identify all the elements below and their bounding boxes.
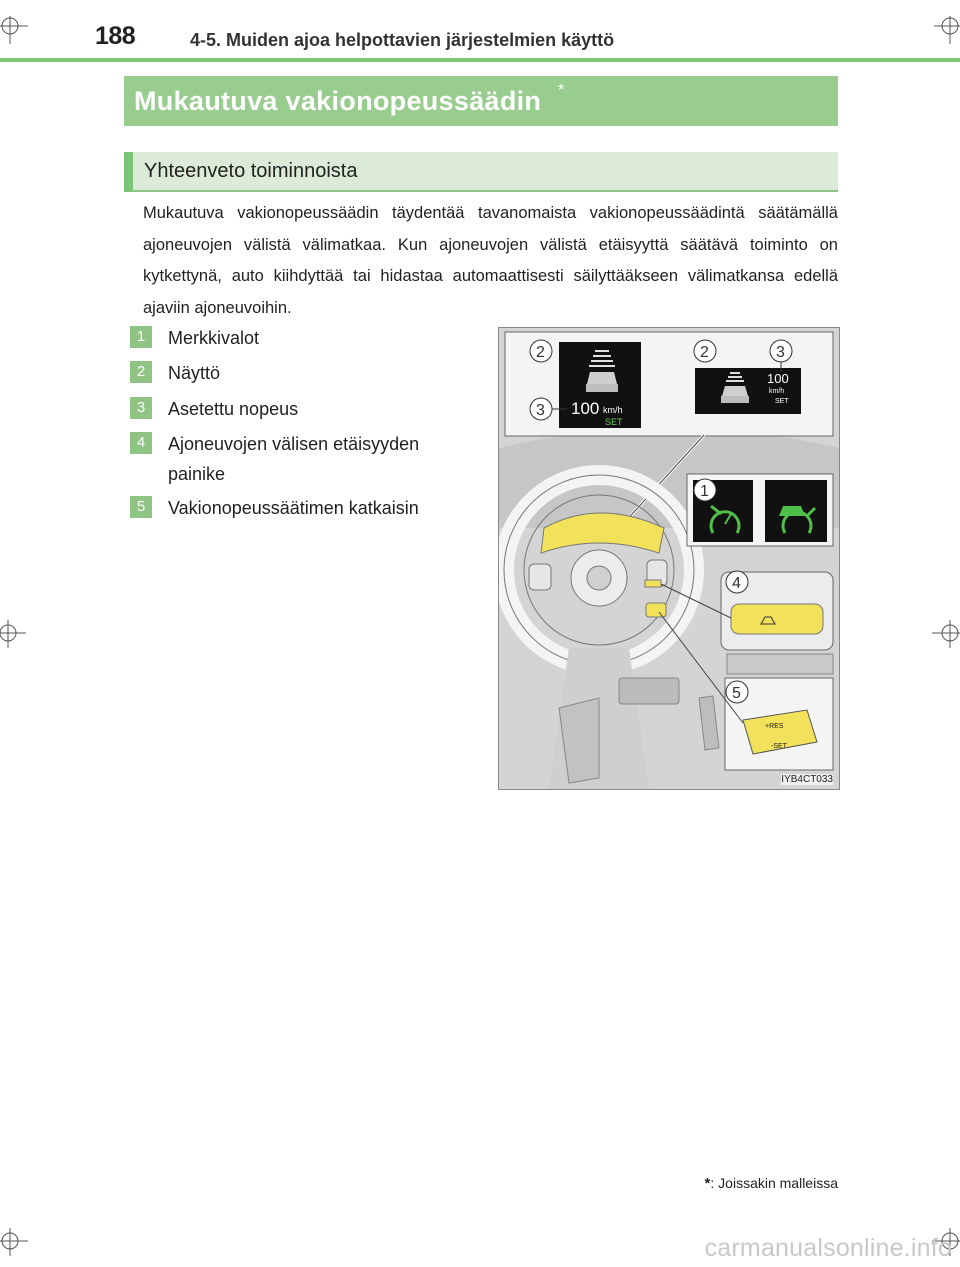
watermark: carmanualsonline.info — [704, 1234, 952, 1262]
callout-3a: 3 — [776, 344, 785, 361]
item-label: Ajoneuvojen välisen etäisyyden painike — [168, 434, 420, 484]
figure-code: IYB4CT033 — [781, 774, 833, 785]
callout-1: 1 — [700, 483, 709, 500]
item-number: 2 — [130, 361, 152, 383]
distance-button-highlight — [645, 580, 661, 587]
lever-set-label: -SET — [771, 743, 787, 750]
subtitle: Yhteenveto toiminnoista — [144, 160, 358, 182]
callout-5: 5 — [732, 685, 741, 702]
callout-3b: 3 — [536, 402, 545, 419]
callout-4: 4 — [732, 575, 741, 592]
item-label: Näyttö — [168, 363, 221, 383]
item-number: 5 — [130, 496, 152, 518]
callout-2b: 2 — [700, 344, 709, 361]
section-heading: 4-5. Muiden ajoa helpottavien järjestelmien käyttö — [190, 30, 615, 50]
crop-mark-bottom-left — [0, 1226, 30, 1256]
item-number: 1 — [130, 326, 152, 348]
display-right-unit: km/h — [769, 388, 785, 395]
lever-highlight — [646, 603, 666, 617]
page-title: Mukautuva vakionopeussäädin — [134, 86, 542, 116]
crop-mark-mid-right — [930, 620, 960, 650]
display-right-set: SET — [775, 398, 789, 405]
footnote-text: : Joissakin malleissa — [710, 1175, 838, 1191]
page-number: 188 — [95, 22, 136, 50]
footnote-asterisk: * — [704, 1175, 711, 1192]
crop-mark-top-right — [934, 16, 960, 46]
display-right-speed: 100 — [767, 371, 789, 386]
footnote — [705, 1175, 838, 1192]
subtitle-bar — [124, 152, 133, 192]
item-label: Vakionopeussäätimen katkaisin — [168, 498, 419, 518]
item-label: Asetettu nopeus — [168, 399, 299, 419]
display-left-set: SET — [605, 417, 623, 427]
item-number: 3 — [130, 397, 152, 419]
crop-mark-mid-left — [0, 620, 30, 650]
display-left-unit: km/h — [603, 405, 623, 415]
display-left-speed: 100 — [571, 399, 600, 418]
title-asterisk: * — [558, 82, 565, 99]
item-number: 4 — [130, 432, 152, 454]
subtitle-band — [124, 152, 838, 192]
header-rule — [0, 58, 960, 62]
distance-button — [731, 604, 823, 634]
callout-2a: 2 — [536, 344, 545, 361]
lever-res-label: +RES — [765, 723, 784, 730]
item-label: Merkkivalot — [168, 328, 260, 348]
intro-paragraph: Mukautuva vakionopeussäädin täydentää tavanomaista vakionopeussäädintä säätämällä ajoneuvojen välistä välimatkaa. Kun ajoneuvojen välistä etäisyyttä säätävä toiminto on kytkettynä, auto kiihdyttää tai hidastaa automaattisesti säilyttääkseen välimatkansa edellä ajaviin ajoneuvoihin. — [143, 204, 838, 317]
crop-mark-top-left — [0, 16, 30, 46]
title-band — [124, 76, 838, 126]
cockpit-drawing — [499, 328, 839, 789]
cockpit-illustration — [498, 327, 840, 790]
